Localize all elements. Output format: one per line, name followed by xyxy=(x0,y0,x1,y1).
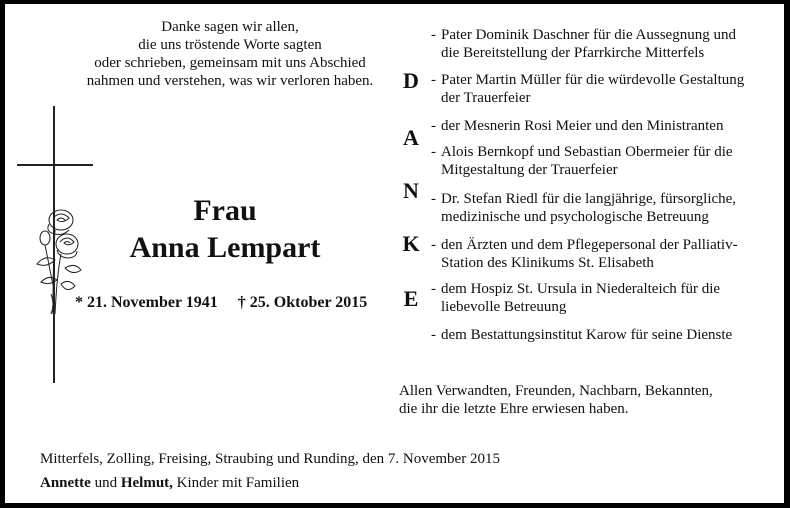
intro-line: nahmen und verstehen, was wir verloren haben. xyxy=(86,73,374,89)
closing-line: Allen Verwandten, Freunden, Nachbarn, Bekannten, xyxy=(399,383,713,399)
list-dash: - xyxy=(431,191,436,207)
closing-line: die ihr die letzte Ehre erwiesen haben. xyxy=(399,401,629,417)
intro-line: Danke sagen wir allen, xyxy=(161,19,299,35)
list-dash: - xyxy=(431,327,436,343)
danke-letter-d: D xyxy=(403,68,419,93)
thanks-item xyxy=(431,26,776,62)
thanks-text: Dr. Stefan Riedl für die langjährige, fürsorgliche, xyxy=(441,191,737,207)
place-and-date: Mitterfels, Zolling, Freising, Straubing und Runding, den 7. November 2015 xyxy=(40,451,500,467)
signer-conjunction: und xyxy=(90,475,121,491)
thanks-text: dem Bestattungsinstitut Karow für seine Dienste xyxy=(441,327,733,343)
thanks-item xyxy=(431,117,776,135)
cross-icon-bar xyxy=(17,164,93,166)
thanks-text: dem Hospiz St. Ursula in Niederalteich für die xyxy=(441,281,721,297)
closing-text xyxy=(399,382,779,418)
signer-relation: Kinder mit Familien xyxy=(172,475,300,491)
signer-name: Helmut, xyxy=(120,475,173,491)
thanks-text-cont: die Bereitstellung der Pfarrkirche Mitterfels xyxy=(441,45,705,61)
thanks-text-cont: Mitgestaltung der Trauerfeier xyxy=(441,162,618,178)
thanks-text: den Ärzten und dem Pflegepersonal der Palliativ- xyxy=(441,237,738,253)
danke-letter-e: E xyxy=(403,286,419,311)
thanks-text-cont: der Trauerfeier xyxy=(441,90,531,106)
list-dash: - xyxy=(431,237,436,253)
signer-name: Annette xyxy=(40,475,91,491)
thanks-item xyxy=(431,190,776,226)
deceased-name-block xyxy=(105,192,345,266)
intro-line: oder schrieben, gemeinsam mit uns Abschied xyxy=(94,55,366,71)
thanks-item xyxy=(431,280,776,316)
thanks-text: Pater Dominik Daschner für die Aussegnung und xyxy=(441,27,736,43)
thanks-text-cont: Station des Klinikums St. Elisabeth xyxy=(441,255,654,271)
thanks-text: Pater Martin Müller für die würdevolle Gestaltung xyxy=(441,72,745,88)
intro-text xyxy=(65,18,395,90)
deceased-name: Anna Lempart xyxy=(129,231,321,264)
thanks-text: der Mesnerin Rosi Meier und den Ministranten xyxy=(441,118,724,134)
list-dash: - xyxy=(431,144,436,160)
danke-letter-n: N xyxy=(403,178,419,203)
thanks-text: Alois Bernkopf und Sebastian Obermeier für die xyxy=(441,144,733,160)
obituary-notice xyxy=(5,4,784,503)
deceased-salutation: Frau xyxy=(193,194,257,227)
danke-letter-a: A xyxy=(403,125,419,150)
thanks-text-cont: liebevolle Betreuung xyxy=(441,299,567,315)
danke-letter-k: K xyxy=(402,231,420,256)
list-dash: - xyxy=(431,72,436,88)
death-date: † 25. Oktober 2015 xyxy=(237,294,368,311)
signers xyxy=(40,475,299,492)
list-dash: - xyxy=(431,27,436,43)
thanks-item xyxy=(431,326,776,344)
birth-date: * 21. November 1941 xyxy=(75,294,218,311)
list-dash: - xyxy=(431,118,436,134)
thanks-item xyxy=(431,236,776,272)
thanks-item xyxy=(431,71,776,107)
thanks-item xyxy=(431,143,776,179)
thanks-text-cont: medizinische und psychologische Betreuung xyxy=(441,209,709,225)
life-dates xyxy=(75,294,395,312)
intro-line: die uns tröstende Worte sagten xyxy=(138,37,322,53)
list-dash: - xyxy=(431,281,436,297)
